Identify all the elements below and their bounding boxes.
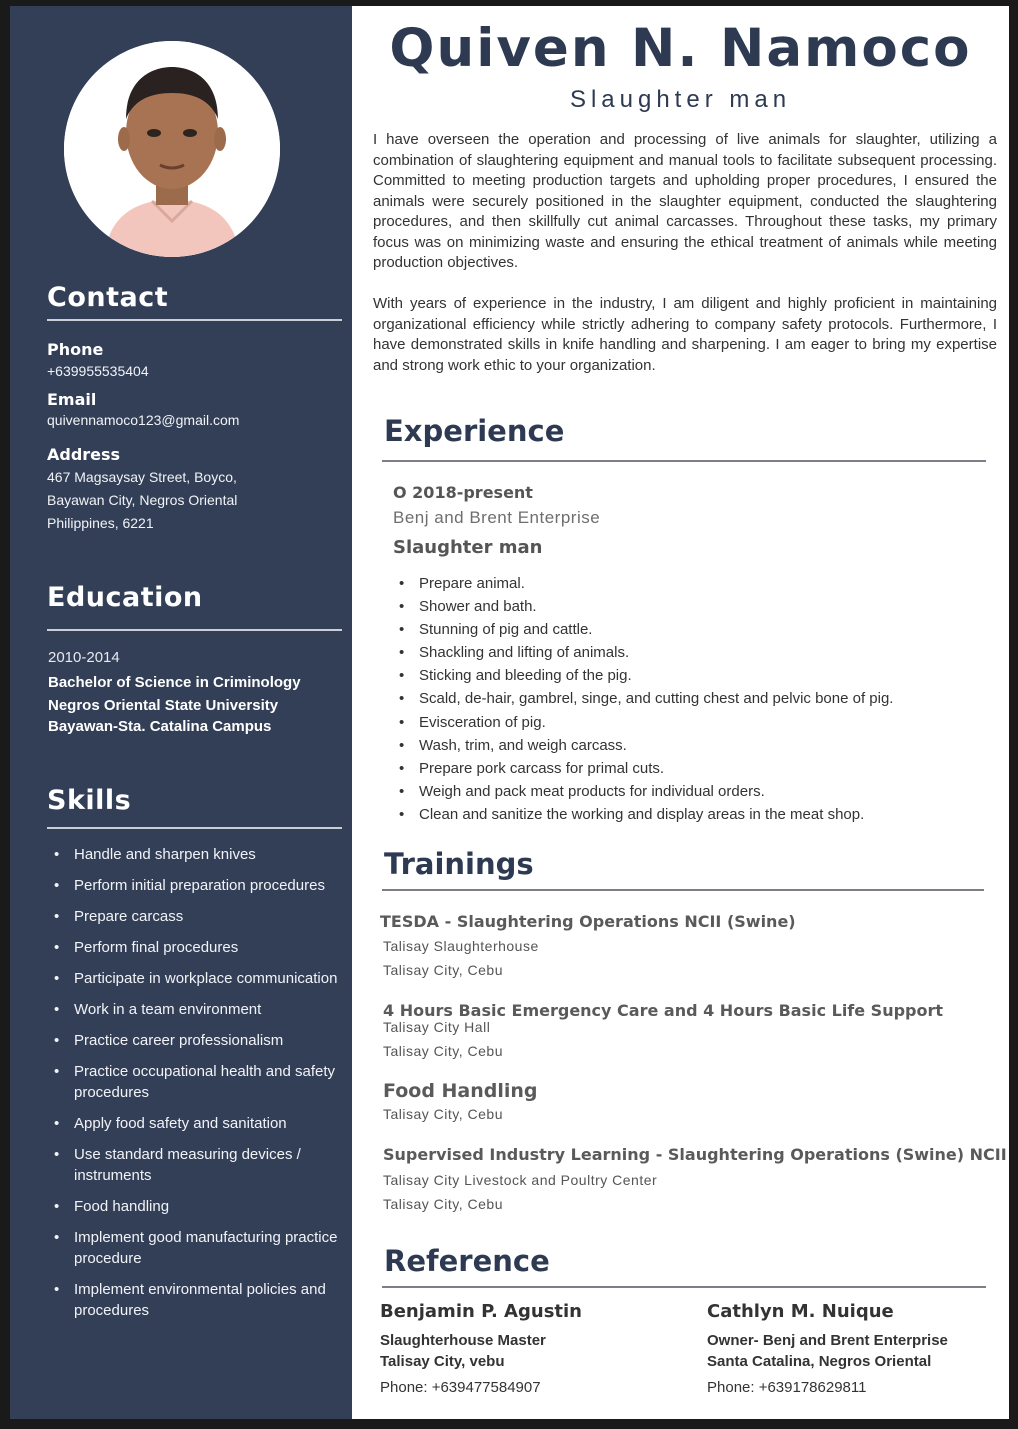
education-divider <box>47 629 342 631</box>
address-line: Philippines, 6221 <box>47 515 154 531</box>
reference-location: Santa Catalina, Negros Oriental <box>707 1353 932 1370</box>
reference-phone: Phone: +639178629811 <box>707 1379 867 1396</box>
resume-page <box>10 6 1009 1419</box>
experience-role: Slaughter man <box>393 537 543 558</box>
skill-item: • Implement environmental policies and procedures <box>48 1279 338 1321</box>
duty-item: • Prepare pork carcass for primal cuts. <box>397 757 893 780</box>
training-title: Supervised Industry Learning - Slaughtering Operations (Swine) NCII <box>383 1145 1007 1164</box>
skill-item: • Practice career professionalism <box>48 1030 338 1051</box>
duty-item: • Prepare animal. <box>397 572 893 595</box>
skills-heading: Skills <box>47 785 132 816</box>
skill-item: • Work in a team environment <box>48 999 338 1020</box>
training-title: Food Handling <box>383 1080 538 1102</box>
contact-heading: Contact <box>47 282 169 313</box>
reference-name: Cathlyn M. Nuique <box>707 1301 894 1322</box>
skill-item: • Handle and sharpen knives <box>48 844 338 865</box>
skills-list <box>48 844 338 1331</box>
skill-item: • Participate in workplace communication <box>48 968 338 989</box>
skill-item: • Use standard measuring devices / instruments <box>48 1144 338 1186</box>
email-label: Email <box>47 390 97 409</box>
skill-item: • Prepare carcass <box>48 906 338 927</box>
reference-name: Benjamin P. Agustin <box>380 1301 582 1322</box>
phone-value: +639955535404 <box>47 363 149 379</box>
skills-divider <box>47 827 342 829</box>
trainings-heading: Trainings <box>384 847 534 881</box>
skill-item: • Perform final procedures <box>48 937 338 958</box>
email-value: quivennamoco123@gmail.com <box>47 412 240 428</box>
experience-divider <box>382 460 986 462</box>
training-city: Talisay City, Cebu <box>383 962 504 978</box>
education-years: 2010-2014 <box>48 649 120 666</box>
skill-item: • Food handling <box>48 1196 338 1217</box>
reference-role: Owner- Benj and Brent Enterprise <box>707 1332 948 1349</box>
reference-phone: Phone: +639477584907 <box>380 1379 541 1396</box>
training-place: Talisay City Hall <box>383 1019 491 1035</box>
training-city: Talisay City, Cebu <box>383 1196 504 1212</box>
person-portrait-icon <box>64 41 280 257</box>
address-line: Bayawan City, Negros Oriental <box>47 492 238 508</box>
duty-item: • Weigh and pack meat products for individual orders. <box>397 780 893 803</box>
duties-list <box>397 572 893 826</box>
skill-item: • Apply food safety and sanitation <box>48 1113 338 1134</box>
reference-heading: Reference <box>384 1244 550 1278</box>
reference-divider <box>382 1286 986 1288</box>
address-label: Address <box>47 445 121 464</box>
contact-divider <box>47 319 342 321</box>
summary-paragraph: With years of experience in the industry, I am diligent and highly proficient in maintaining organizational efficiency while strictly adhering to company safety protocols. Furthermore, I have demonstrated skills in knife handling and sharpening. I am eager to bring my expertise and strong work ethic to your organization. <box>373 295 997 374</box>
address-value <box>47 466 237 535</box>
education-school: Negros Oriental State University <box>48 697 279 714</box>
experience-heading: Experience <box>384 414 565 448</box>
education-campus: Bayawan-Sta. Catalina Campus <box>48 718 272 735</box>
duty-item: • Clean and sanitize the working and display areas in the meat shop. <box>397 803 893 826</box>
education-heading: Education <box>47 582 203 613</box>
duty-item: • Scald, de-hair, gambrel, singe, and cutting chest and pelvic bone of pig. <box>397 687 893 710</box>
phone-label: Phone <box>47 340 104 359</box>
duty-item: • Stunning of pig and cattle. <box>397 618 893 641</box>
reference-role: Slaughterhouse Master <box>380 1332 546 1349</box>
main-column <box>352 6 1009 1419</box>
experience-company: Benj and Brent Enterprise <box>393 508 601 527</box>
training-title: TESDA - Slaughtering Operations NCII (Swine) <box>380 912 796 931</box>
training-title: 4 Hours Basic Emergency Care and 4 Hours Basic Life Support <box>383 1001 944 1020</box>
duty-item: • Evisceration of pig. <box>397 711 893 734</box>
training-place: Talisay Slaughterhouse <box>383 938 539 954</box>
reference-location: Talisay City, vebu <box>380 1353 505 1370</box>
candidate-name: Quiven N. Namoco <box>389 18 972 79</box>
profile-photo <box>64 41 280 257</box>
experience-date: O 2018-present <box>393 483 533 502</box>
summary-paragraph: I have overseen the operation and processing of live animals for slaughter, utilizing a combination of slaughtering equipment and manual tools to facilitate subsequent processing. Committed to meeting production targets and upholding proper procedures, I ensured the animals were securely positioned in the slaughter equipment, conducted the slaughtering procedures, and then skillfully cut animal carcasses. Throughout these tasks, my primary focus was on minimizing waste and ensuring the ethical treatment of animals while meeting production objectives. <box>373 131 997 271</box>
skill-item: • Practice occupational health and safety procedures <box>48 1061 338 1103</box>
training-city: Talisay City, Cebu <box>383 1043 504 1059</box>
training-city: Talisay City, Cebu <box>383 1106 504 1122</box>
address-line: 467 Magsaysay Street, Boyco, <box>47 469 237 485</box>
duty-item: • Shower and bath. <box>397 595 893 618</box>
reference-card <box>380 1301 582 1398</box>
education-degree: Bachelor of Science in Criminology <box>48 674 301 691</box>
trainings-divider <box>382 889 984 891</box>
skill-item: • Implement good manufacturing practice procedure <box>48 1227 338 1269</box>
skill-item: • Perform initial preparation procedures <box>48 875 338 896</box>
reference-card <box>707 1301 948 1398</box>
training-place: Talisay City Livestock and Poultry Center <box>383 1172 658 1188</box>
duty-item: • Wash, trim, and weigh carcass. <box>397 734 893 757</box>
duty-item: • Shackling and lifting of animals. <box>397 641 893 664</box>
sidebar <box>10 6 352 1419</box>
duty-item: • Sticking and bleeding of the pig. <box>397 664 893 687</box>
candidate-title: Slaughter man <box>569 86 792 113</box>
